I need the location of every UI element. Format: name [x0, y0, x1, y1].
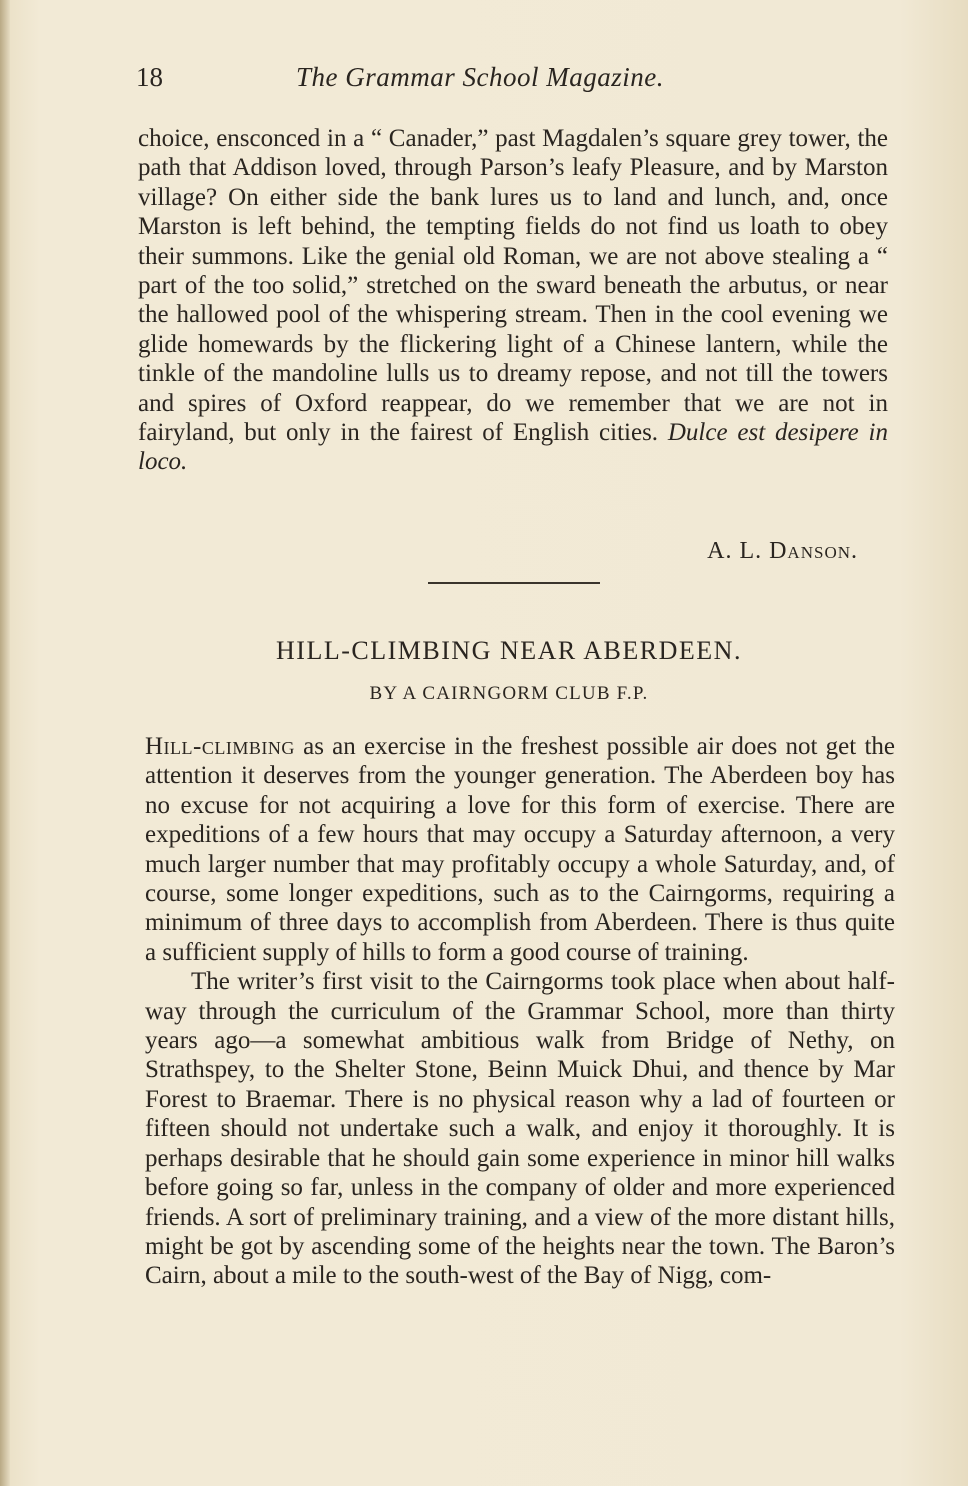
running-title: The Grammar School Magazine. [296, 62, 664, 92]
article-title: HILL-CLIMBING NEAR ABERDEEN. [276, 636, 742, 665]
binding-gutter [0, 0, 10, 1486]
opening-word: Hill-climbing [145, 733, 295, 760]
body-paragraph-2: The writer’s first visit to the Cairngorms took place when about half-way through the curriculum of the Grammar School, more than thirty years ago—a somewhat ambitious walk from Bridge of Nethy, on Strathspey, to the Shelter Stone, Beinn Muick Dhui, and thence by Mar Forest to Braemar. There is no physical reason why a lad of fourteen or fifteen should not undertake such a walk, and enjoy it thoroughly. It is perhaps desirable that he should gain some experience in minor hill walks before going so far, unless in the company of older and more experienced friends. A sort of preliminary training, and a view of the more distant hills, might be got by ascending some of the heights near the town. The Baron’s Cairn, about a mile to the south-west of the Bay of Nigg, com- [145, 968, 895, 1290]
article-continuation [138, 124, 888, 477]
page-header [136, 62, 896, 98]
section-divider [428, 582, 600, 584]
continuation-paragraph [138, 124, 888, 477]
article-body [145, 732, 895, 1291]
author-signature: A. L. Danson. [707, 538, 858, 564]
paragraph-1-text: as an exercise in the freshest possible air does not get the attention it deserves from the younger generation. The Aberdeen boy has no excuse for not acquiring a love for this form of exercise. There are expeditions of a few hours that may occupy a Saturday afternoon, a very much larger number that may profitably occupy a whole Saturday, and, of course, some longer expeditions, such as to the Cairngorms, requiring a minimum of three days to accomplish from Aberdeen. There is thus quite a sufficient supply of hills to form a good course of training. [145, 733, 895, 966]
continuation-text: choice, ensconced in a “ Canader,” past Magdalen’s square grey tower, the path that Addison loved, through Parson’s leafy Pleasure, and by Marston village? On either side the bank lures us to land and lunch, and, once Marston is left behind, the tempting fields do not find us loath to obey their summons. Like the genial old Roman, we are not above stealing a “ part of the too solid,” stretched on the sward beneath the arbutus, or near the hallowed pool of the whispering stream. Then in the cool evening we glide homewards by the flickering light of a Chinese lantern, while the tinkle of the mandoline lulls us to dreamy repose, and not till the towers and spires of Oxford reappear, do we remember that we are not in fairyland, but only in the fairest of English cities. [138, 125, 888, 447]
latin-quote: Dulce est desipere in loco. [138, 419, 888, 476]
article-byline: BY A CAIRNGORM CLUB F.P. [369, 683, 649, 704]
page-number: 18 [136, 62, 163, 92]
body-paragraph-1 [145, 732, 895, 967]
